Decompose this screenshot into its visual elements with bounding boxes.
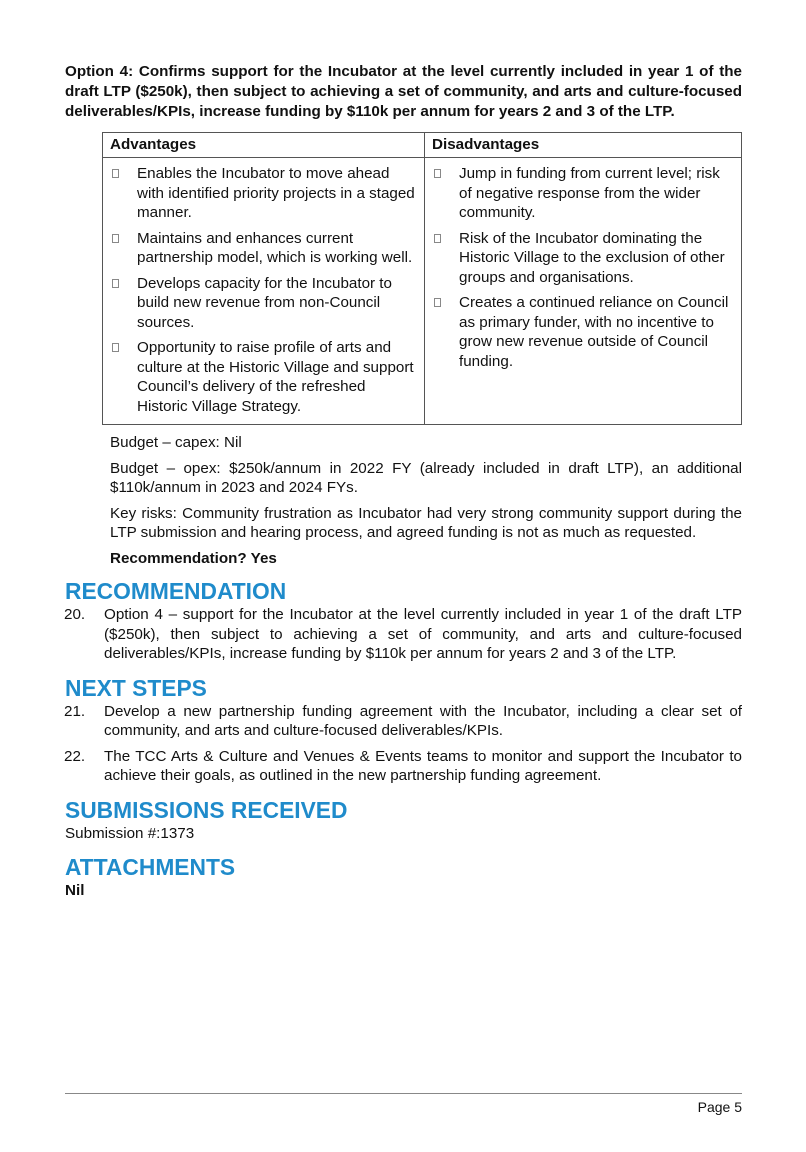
disadvantage-text: Creates a continued reliance on Council as primary funder, with no incentive to grow new revenue outside of Council funding.: [459, 294, 729, 370]
numbered-paragraph: [65, 605, 742, 664]
numbered-paragraph: [65, 747, 742, 786]
option-heading: Option 4: Confirms support for the Incubator at the level currently included in year 1 of the draft LTP ($250k), then subject to achieving a set of community, and arts and culture-focused deliverables/KPIs, increase funding by $110k per annum for years 2 and 3 of the LTP.: [65, 63, 742, 120]
advantages-header: Advantages: [103, 133, 425, 158]
table-row: [103, 158, 742, 425]
list-item: [432, 164, 735, 223]
paragraph-text: Develop a new partnership funding agreement with the Incubator, including a clear set of community, and arts and culture-focused deliverables/KPIs.: [104, 702, 742, 739]
list-item: [110, 164, 418, 223]
budget-capex: Budget – capex: Nil: [110, 434, 242, 451]
list-item: [432, 293, 735, 371]
recommendation-answer: Recommendation? Yes: [110, 549, 277, 567]
bullet-box-icon: [434, 169, 441, 178]
paragraph-number: 20.: [64, 606, 86, 623]
list-item: [110, 229, 418, 268]
list-item: [432, 229, 735, 288]
advantages-disadvantages-table: [102, 132, 742, 425]
disadvantages-list: [432, 164, 735, 371]
disadvantage-text: Risk of the Incubator dominating the Historic Village to the exclusion of other groups and organisations.: [459, 229, 725, 286]
submission-number: Submission #:1373: [65, 824, 195, 842]
bullet-box-icon: [112, 234, 119, 243]
advantage-text: Enables the Incubator to move ahead with identified priority projects in a staged manner.: [137, 165, 415, 221]
bullet-box-icon: [112, 279, 119, 288]
advantage-text: Develops capacity for the Incubator to build new revenue from non-Council sources.: [137, 274, 392, 331]
budget-opex: Budget – opex: $250k/annum in 2022 FY (already included in draft LTP), an additional $110k/annum in 2023 and 2024 FYs.: [110, 459, 742, 496]
paragraph-number: 21.: [64, 702, 86, 720]
paragraph-number: 22.: [64, 747, 86, 765]
bullet-box-icon: [112, 343, 119, 352]
table-header-row: [103, 133, 742, 158]
list-item: [110, 338, 418, 416]
disadvantage-text: Jump in funding from current level; risk of negative response from the wider community.: [459, 165, 720, 221]
submissions-heading: SUBMISSIONS RECEIVED: [65, 796, 348, 823]
disadvantages-cell: [425, 158, 742, 425]
bullet-box-icon: [434, 234, 441, 243]
advantage-text: Opportunity to raise profile of arts and culture at the Historic Village and support Council’s delivery of the refreshed Historic Village Strategy.: [137, 339, 414, 415]
advantages-list: [110, 164, 418, 416]
numbered-paragraph: [65, 702, 742, 741]
advantages-cell: [103, 158, 425, 425]
page-number: Page 5: [697, 1099, 742, 1115]
next-steps-heading: NEXT STEPS: [65, 674, 207, 701]
document-page: [65, 62, 742, 915]
bullet-box-icon: [112, 169, 119, 178]
list-item: [110, 274, 418, 333]
footer-divider: [65, 1093, 742, 1094]
attachments-value: Nil: [65, 882, 85, 899]
bullet-box-icon: [434, 298, 441, 307]
disadvantages-header: Disadvantages: [425, 133, 742, 158]
paragraph-text: The TCC Arts & Culture and Venues & Events teams to monitor and support the Incubator to achieve their goals, as outlined in the new partnership funding agreement.: [104, 747, 742, 784]
attachments-heading: ATTACHMENTS: [65, 854, 236, 880]
key-risks: Key risks: Community frustration as Incubator had very strong community support during the LTP submission and hearing process, and agreed funding is not as much as requested.: [110, 504, 742, 541]
advantage-text: Maintains and enhances current partnership model, which is working well.: [137, 229, 413, 266]
paragraph-text: Option 4 – support for the Incubator at the level currently included in year 1 of the draft LTP ($250k), then subject to achieving a set of community, and arts and culture-focused deliverables/KPIs, increase funding by $110k per annum for years 2 and 3 of the LTP.: [104, 606, 742, 662]
recommendation-heading: RECOMMENDATION: [65, 578, 287, 604]
